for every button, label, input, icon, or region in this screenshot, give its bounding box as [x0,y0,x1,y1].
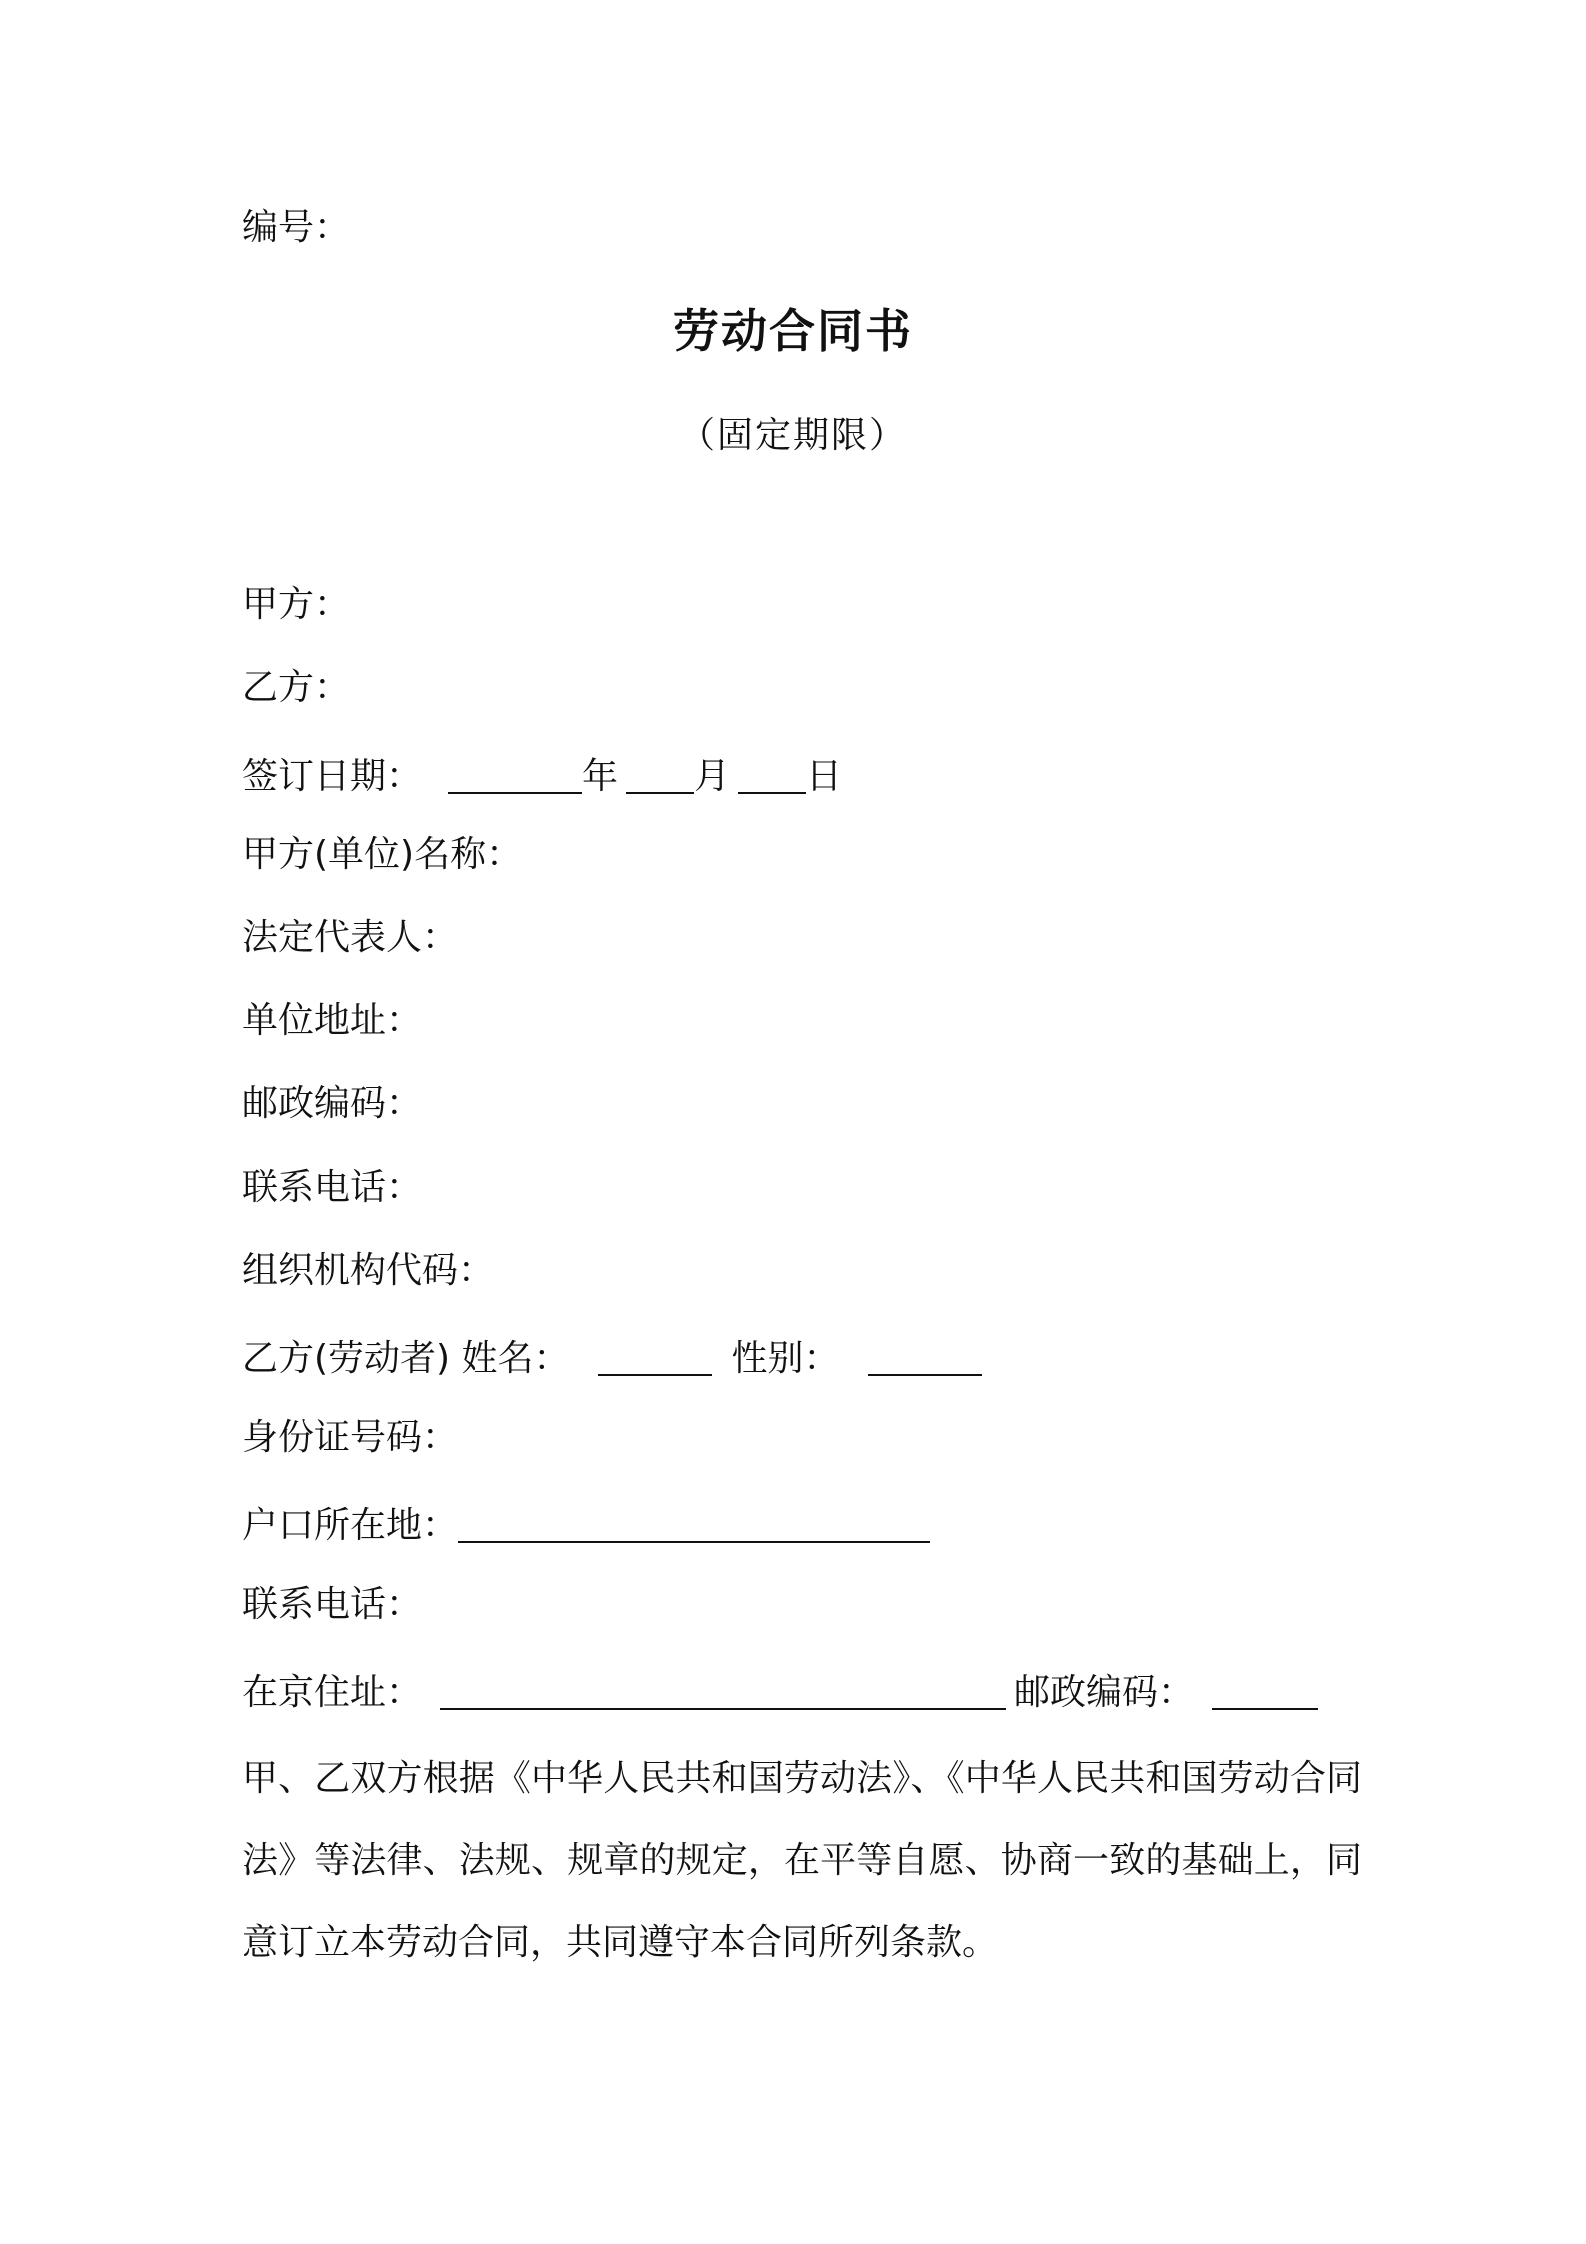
party-b-gender-label: 性别： [731,1338,840,1379]
sign-day-label: 日 [806,756,843,797]
sign-month-label: 月 [694,756,731,797]
hukou-row [242,1504,930,1548]
party-b-name-blank[interactable] [598,1338,712,1376]
beijing-address-row [242,1671,1318,1715]
preamble-paragraph: 甲、乙双方根据《中华人民共和国劳动法》、《中华人民共和国劳动合同法》等法律、法规、规章的规定，在平等自愿、协商一致的基础上，同意订立本劳动合同，共同遵守本合同所列条款。 [242,1758,1362,1963]
document-subtitle: （固定期限） [678,415,907,456]
sign-date-row [242,755,842,799]
company-postcode-label: 邮政编码： [242,1083,423,1124]
legal-rep-label: 法定代表人： [242,917,459,958]
party-a-name-label: 甲方(单位)名称： [242,834,523,875]
employee-postcode-label: 邮政编码： [1014,1672,1195,1713]
company-address-label: 单位地址： [242,1000,423,1041]
id-number-label: 身份证号码： [242,1417,459,1458]
beijing-address-label: 在京住址： [242,1672,423,1713]
sign-month-blank[interactable] [626,756,694,794]
employee-phone-label: 联系电话： [242,1584,423,1625]
sign-year-blank[interactable] [448,756,582,794]
sign-date-label: 签订日期： [242,756,423,797]
org-code-label: 组织机构代码： [242,1250,495,1291]
sign-day-blank[interactable] [738,756,806,794]
document-title: 劳动合同书 [673,304,913,358]
hukou-label: 户口所在地： [242,1505,459,1546]
employee-postcode-blank[interactable] [1212,1672,1318,1710]
sign-year-label: 年 [582,756,619,797]
beijing-address-blank[interactable] [440,1672,1006,1710]
party-b-name-row [242,1337,982,1381]
company-phone-label: 联系电话： [242,1167,423,1208]
hukou-blank[interactable] [458,1505,930,1543]
contract-number-label: 编号： [242,207,351,248]
party-a-label: 甲方： [242,584,351,625]
party-b-gender-blank[interactable] [868,1338,982,1376]
party-b-name-label: 乙方(劳动者) 姓名： [242,1338,570,1379]
party-b-label: 乙方： [242,667,351,708]
